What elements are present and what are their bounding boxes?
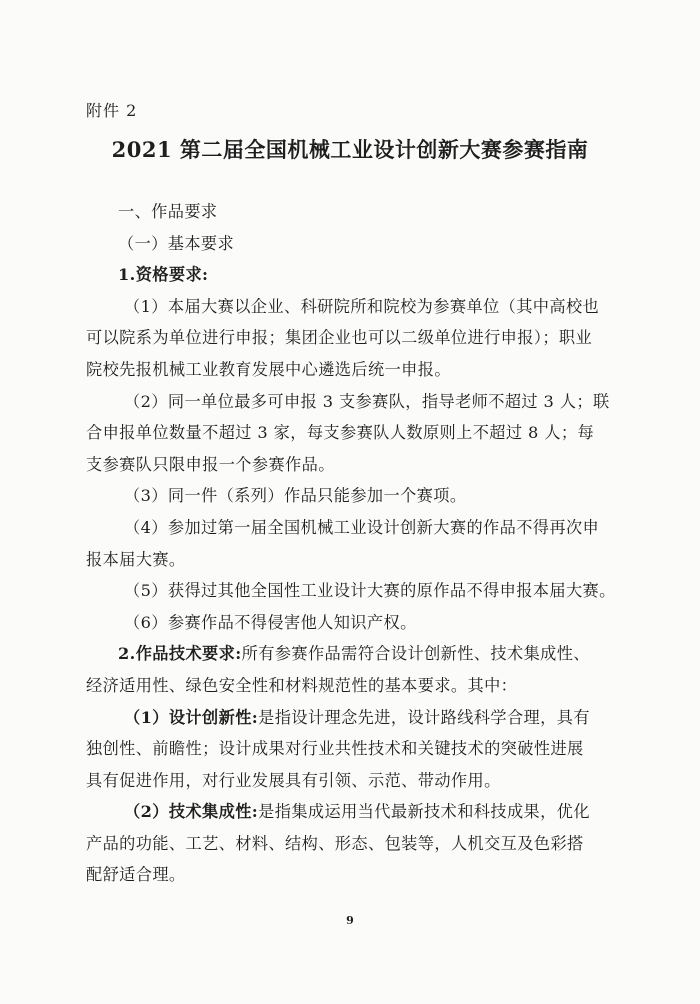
paragraph-line: （1）本届大赛以企业、科研院所和院校为参赛单位（其中高校也 — [124, 296, 600, 316]
paragraph-line: 报本届大赛。 — [86, 549, 186, 569]
paragraph-line: 支参赛队只限申报一个参赛作品。 — [86, 454, 335, 474]
document-title: 2021 第二届全国机械工业设计创新大赛参赛指南 — [111, 137, 589, 162]
paragraph-line — [86, 702, 626, 734]
section-heading: 一、作品要求 — [118, 202, 218, 221]
paragraph-text: 所有参赛作品需符合设计创新性、技术集成性、 — [241, 644, 590, 664]
item-heading-technical: 2.作品技术要求: — [118, 644, 242, 664]
paragraph-line: 可以院系为单位进行申报；集团企业也可以二级单位进行申报）；职业 — [86, 328, 593, 348]
paragraph-line: （5）获得过其他全国性工业设计大赛的原作品不得申报本届大赛。 — [124, 581, 616, 601]
paragraph-line: 经济适用性、绿色安全性和材料规范性的基本要求。其中： — [86, 675, 518, 695]
item-heading-qualification: 1.资格要求: — [118, 265, 209, 285]
page-number: 9 — [346, 914, 354, 927]
paragraph-line: 产品的功能、工艺、材料、结构、形态、包装等，人机交互及色彩搭 — [86, 833, 584, 853]
paragraph-text: 是指设计理念先进，设计路线科学合理，具有 — [258, 707, 590, 727]
document-body — [86, 196, 626, 891]
subsection-heading: （一）基本要求 — [118, 233, 235, 253]
attachment-label: 附件 2 — [86, 101, 138, 120]
subitem-heading-innovation: （1）设计创新性: — [124, 707, 259, 727]
paragraph-line: 独创性、前瞻性；设计成果对行业共性技术和关键技术的突破性进展 — [86, 739, 584, 759]
paragraph-line: （3）同一件（系列）作品只能参加一个赛项。 — [124, 486, 467, 506]
paragraph-line — [86, 638, 626, 670]
paragraph-line: 合申报单位数量不超过 3 家，每支参赛队人数原则上不超过 8 人；每 — [86, 423, 595, 443]
paragraph-line: 院校先报机械工业教育发展中心遴选后统一申报。 — [86, 359, 451, 379]
paragraph-line — [86, 796, 626, 828]
paragraph-line: （2）同一单位最多可申报 3 支参赛队，指导老师不超过 3 人；联 — [124, 391, 610, 411]
paragraph-line: 配舒适合理。 — [86, 865, 186, 885]
paragraph-line: （4）参加过第一届全国机械工业设计创新大赛的作品不得再次申 — [124, 517, 600, 537]
paragraph-line: 具有促进作用，对行业发展具有引领、示范、带动作用。 — [86, 770, 501, 790]
paragraph-line: （6）参赛作品不得侵害他人知识产权。 — [124, 612, 417, 632]
subitem-heading-integration: （2）技术集成性: — [124, 802, 259, 822]
paragraph-text: 是指集成运用当代最新技术和科技成果，优化 — [258, 802, 590, 822]
